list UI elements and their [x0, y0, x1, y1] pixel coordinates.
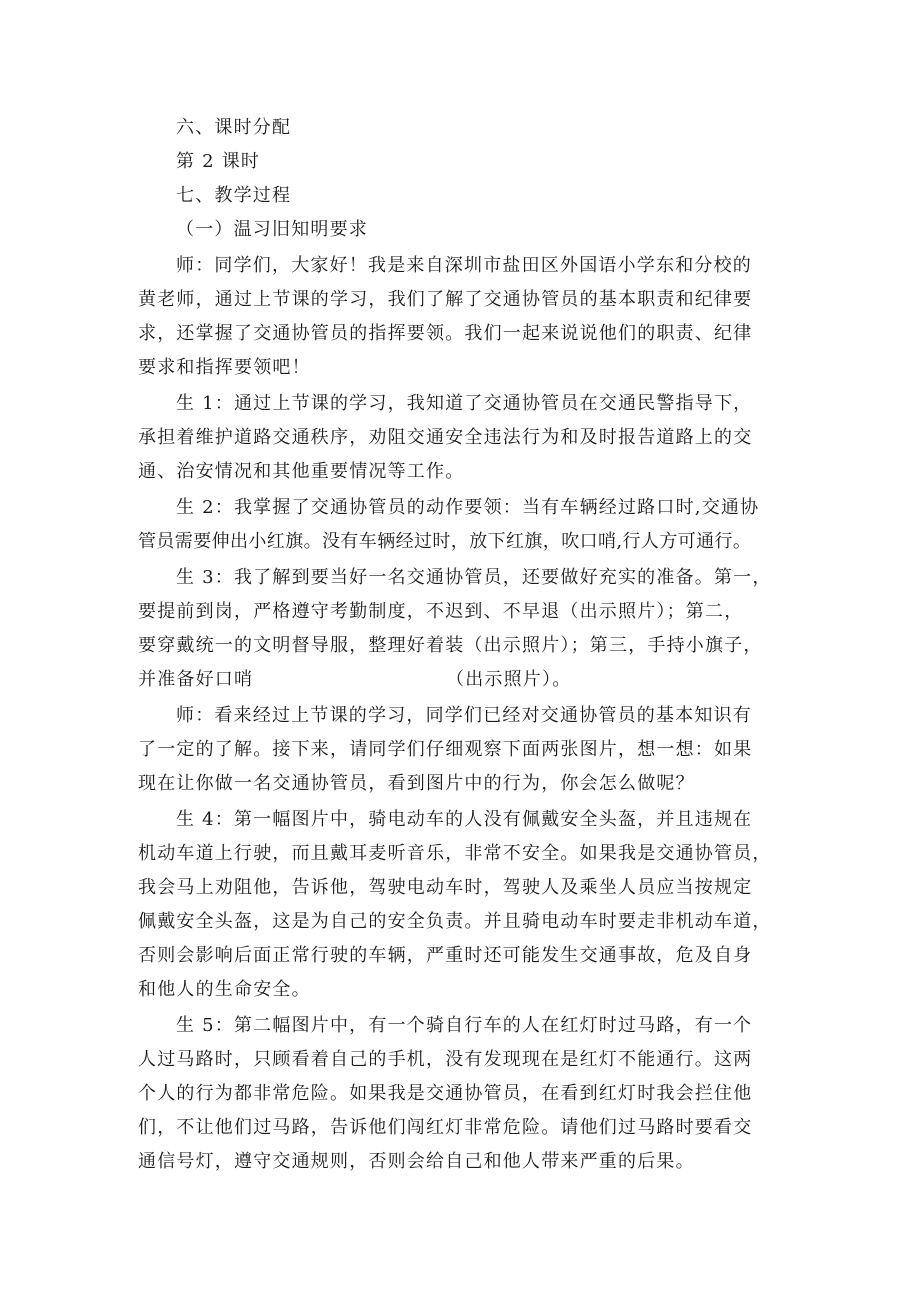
paragraph-line: 生 5：第二幅图片中，有一个骑自行车的人在红灯时过马路，有一个	[176, 1015, 753, 1036]
paragraph-line: 们，不让他们过马路，告诉他们闯红灯非常危险。请他们过马路时要看交	[138, 1117, 753, 1138]
paragraph-line: 承担着维护道路交通秩序，劝阻交通安全违法行为和及时报告道路上的交	[138, 427, 753, 448]
paragraph-line: 通、治安情况和其他重要情况等工作。	[138, 461, 465, 482]
paragraph-line: 要求和指挥要领吧！	[138, 357, 311, 378]
paragraph-line: 要提前到岗，严格遵守考勤制度，不迟到、不早退（出示照片）；第二，	[138, 601, 744, 622]
paragraph-line: 和他人的生命安全。	[138, 979, 311, 1000]
section-heading-schedule: 六、课时分配	[176, 117, 292, 138]
paragraph-line: 通信号灯，遵守交通规则，否则会给自己和他人带来严重的后果。	[138, 1151, 695, 1172]
paragraph-line: （出示照片）。	[446, 669, 572, 690]
paragraph-line: 管员需要伸出小红旗。没有车辆经过时，放下红旗，吹口哨,行人方可通行。	[138, 531, 752, 552]
paragraph-line: 求，还掌握了交通协管员的指挥要领。我们一起来说说他们的职责、纪律	[138, 323, 753, 344]
paragraph-line: 现在让你做一名交通协管员，看到图片中的行为，你会怎么做呢？	[138, 773, 695, 794]
paragraph-line: 生 3：我了解到要当好一名交通协管员，还要做好充实的准备。第一，	[176, 567, 772, 588]
lesson-number: 第 2 课时	[176, 151, 261, 172]
paragraph-line: 生 2：我掌握了交通协管员的动作要领：当有车辆经过路口时,交通协	[176, 497, 760, 518]
paragraph-line: 人过马路时，只顾看着自己的手机，没有发现现在是红灯不能通行。这两	[138, 1049, 753, 1070]
paragraph-line: 我会马上劝阻他，告诉他，驾驶电动车时，驾驶人及乘坐人员应当按规定	[138, 877, 753, 898]
paragraph-line: 否则会影响后面正常行驶的车辆，严重时还可能发生交通事故，危及自身	[138, 945, 753, 966]
paragraph-line: 生 1：通过上节课的学习，我知道了交通协管员在交通民警指导下，	[176, 393, 753, 414]
subheading-review: （一）温习旧知明要求	[176, 219, 368, 240]
section-heading-process: 七、教学过程	[176, 185, 292, 206]
paragraph-line: 生 4：第一幅图片中，骑电动车的人没有佩戴安全头盔，并且违规在	[176, 809, 753, 830]
paragraph-line: 佩戴安全头盔，这是为自己的安全负责。并且骑电动车时要走非机动车道，	[138, 911, 772, 932]
paragraph-line: 个人的行为都非常危险。如果我是交通协管员，在看到红灯时我会拦住他	[138, 1083, 753, 1104]
paragraph-line: 机动车道上行驶，而且戴耳麦听音乐，非常不安全。如果我是交通协管员，	[138, 843, 772, 864]
paragraph-line: 师：同学们，大家好！我是来自深圳市盐田区外国语小学东和分校的	[176, 255, 752, 276]
paragraph-line: 师：看来经过上节课的学习，同学们已经对交通协管员的基本知识有	[176, 705, 752, 726]
paragraph-line: 要穿戴统一的文明督导服，整理好着装（出示照片）；第三，手持小旗子，	[138, 635, 763, 656]
paragraph-line: 了一定的了解。接下来，请同学们仔细观察下面两张图片，想一想：如果	[138, 739, 753, 760]
paragraph-line: 并准备好口哨	[138, 669, 254, 690]
paragraph-line: 黄老师，通过上节课的学习，我们了解了交通协管员的基本职责和纪律要	[138, 289, 753, 310]
